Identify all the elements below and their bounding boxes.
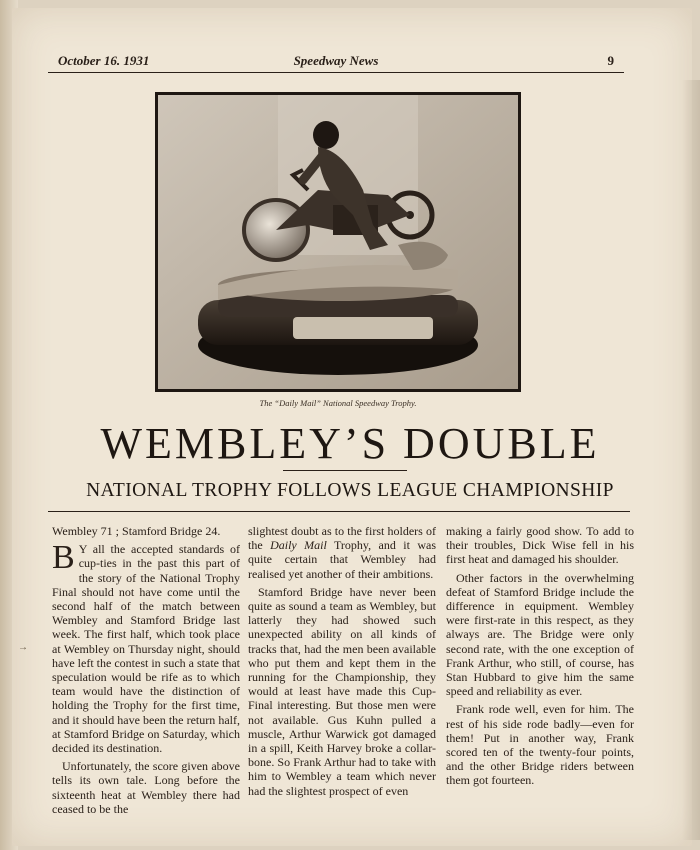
margin-mark: → [18,642,28,653]
paragraph: Unfortunately, the score given above tells its own tale. Long before the sixteenth heat at Wembley there had ceased to be the [52,759,240,816]
italic-title: Daily Mail [270,538,327,553]
headline-divider [283,470,407,471]
article-headline: WEMBLEY’S DOUBLE [100,419,600,468]
page-edge-shadow [682,80,700,840]
article-column-1 [52,524,240,820]
trophy-photo [155,92,521,392]
paragraph: Frank rode well, even for him. The rest of his side rode badly—even for them! Put in another way, Frank scored ten of the twenty-four points, and the other Bridge riders between them got fourteen. [446,702,634,788]
score-line: Wembley 71 ; Stamford Bridge 24. [52,524,221,538]
trophy-illustration-icon [158,95,518,389]
paragraph-text: slightest doubt as to the first holders of the [248,524,436,553]
subhead-divider [48,511,630,512]
paragraph: Other factors in the overwhelming defeat of Stamford Bridge include the difference in equipment. Wembley were first-rate in this respect, as they always are. The Bridge were only second rate, with the one exception of Frank Arthur, who still, of course, has Stan Hubbard to give him the same speed and reliability as ever. [446,570,634,699]
paragraph: making a fairly good show. To add to their troubles, Dick Wise fell in his first heat and damaged his shoulder. [446,524,634,567]
paragraph: Stamford Bridge have never been quite as sound a team as Wembley, but latterly they had showed such unexpected ability on all kinds of tracks that, had the men been available who put them and kept them in the running for the Championship, they would at least have made this Cup-Final interesting. But those men were not available. Gus Kuhn pulled a muscle, Arthur Warwick got damaged in a spill, Keith Harvey broke a collar-bone. So Frank Arthur had to take with him to Wembley a team which never had the slightest prospect of even [248,584,436,798]
drop-cap: B [52,539,75,577]
photo-caption: The “Daily Mail” National Speedway Trophy. [259,398,417,408]
header-page-number: 9 [607,53,614,68]
paragraph-text: Y all the accepted standards of cup-ties in the past this part of the story of the National Trophy Final should not have come until the second half of the match between Wembley and Stamford Bridge last week. The first half, which took place at Wembley on Thursday night, should have left the contest in such a state that speculation would be rife as to which team would have the distinction of holding the Trophy for the first time, and it should have been the return half, at Stamford Bridge on Saturday, which decided its destination. [52,542,240,756]
paragraph-text: Trophy, and it was quite certain that Wembley had realised yet another of their ambitions. [248,538,436,581]
header-publication: Speedway News [293,53,379,68]
paragraph [52,539,240,756]
article-column-3 [446,524,634,792]
article-subheadline: NATIONAL TROPHY FOLLOWS LEAGUE CHAMPIONSHIP [86,480,614,501]
article-column-2 [248,524,436,802]
paragraph [248,524,436,581]
header-date: October 16. 1931 [58,53,150,68]
running-header [48,52,624,73]
